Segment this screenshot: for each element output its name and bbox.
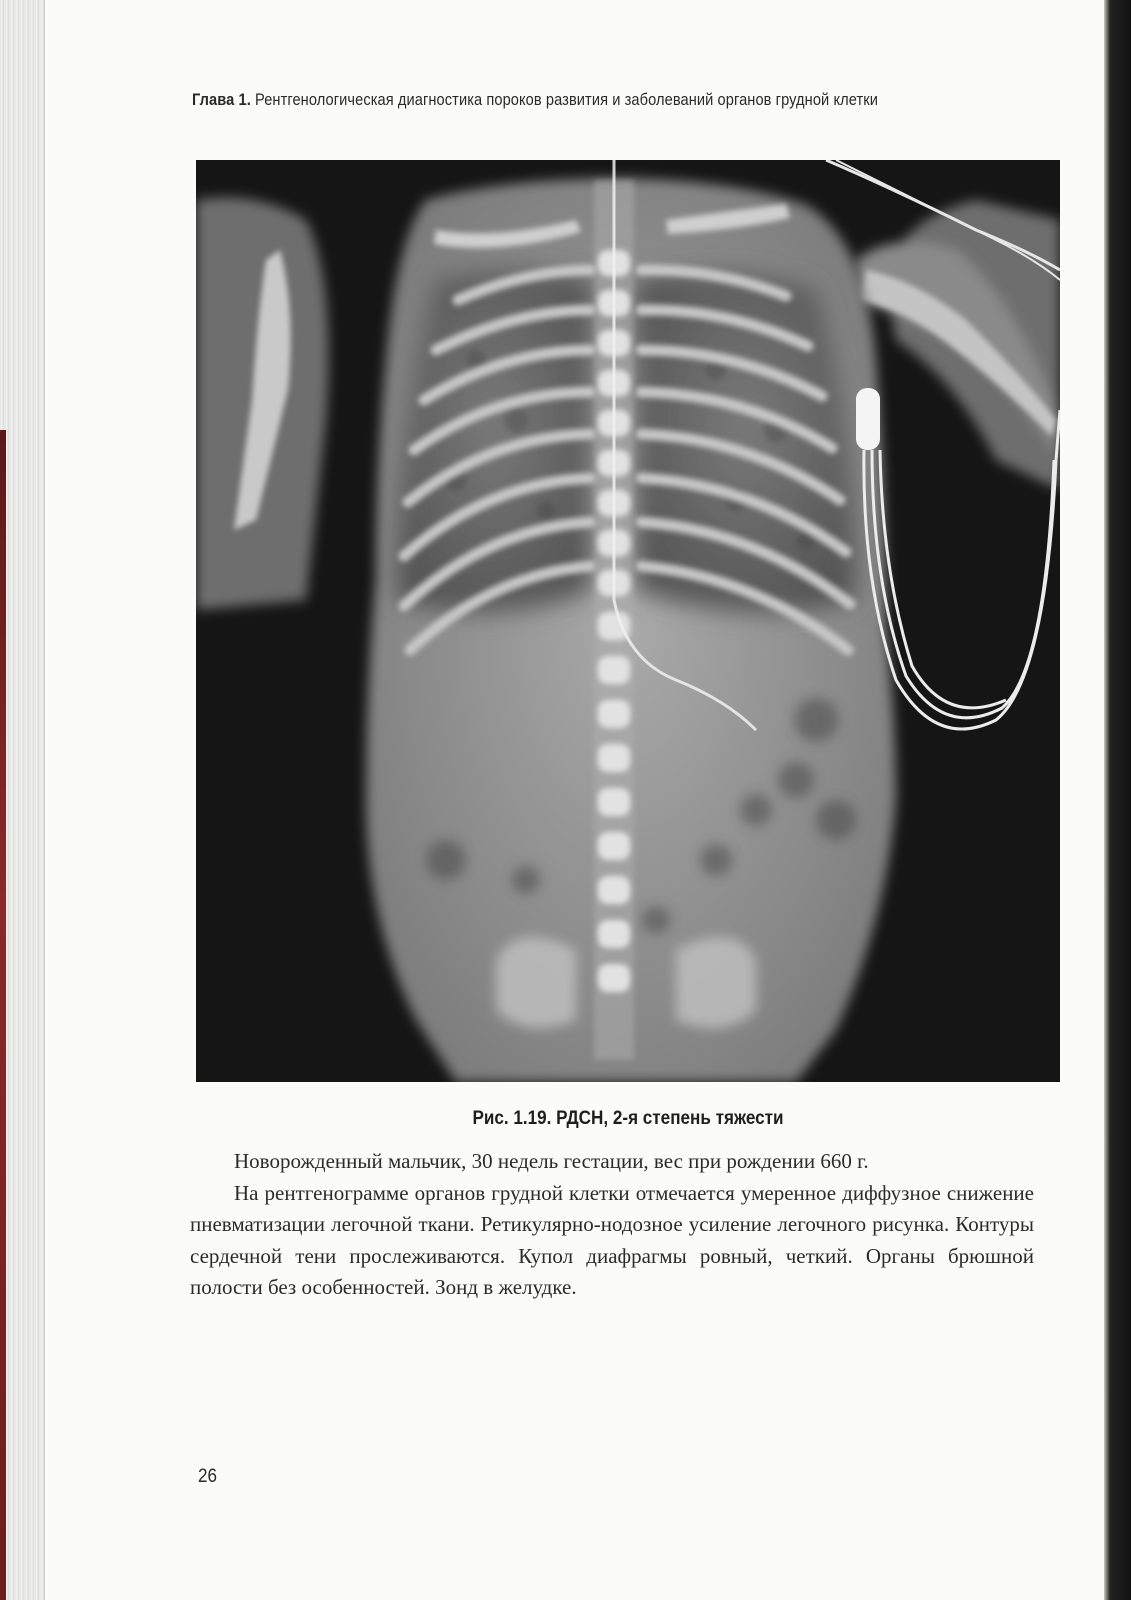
paragraph-patient-info: Новорожденный мальчик, 30 недель гестации, вес при рождении 660 г. bbox=[234, 1149, 869, 1173]
chapter-title: Рентгенологическая диагностика пороков развития и заболеваний органов грудной клетки bbox=[255, 90, 878, 109]
chapter-label: Глава 1. bbox=[192, 90, 251, 109]
book-page-edges bbox=[0, 0, 45, 1600]
scan-background-edge bbox=[1104, 0, 1131, 1600]
page-number: 26 bbox=[198, 1466, 218, 1487]
body-text bbox=[190, 1146, 1034, 1304]
xray-image bbox=[196, 160, 1060, 1082]
figure-caption: Рис. 1.19. РДСН, 2-я степень тяжести bbox=[472, 1108, 784, 1129]
running-head bbox=[192, 90, 949, 110]
paragraph-findings: На рентгенограмме органов грудной клетки отмечается умеренное диффузное снижение пневматизации легочной ткани. Ретикулярно-нодозное усиление легочного рисунка. Контуры сердечной тени прослеживаются. Купол диафрагмы ровный, четкий. Органы брюшной полости без особенностей. Зонд в желудке. bbox=[190, 1180, 1034, 1299]
